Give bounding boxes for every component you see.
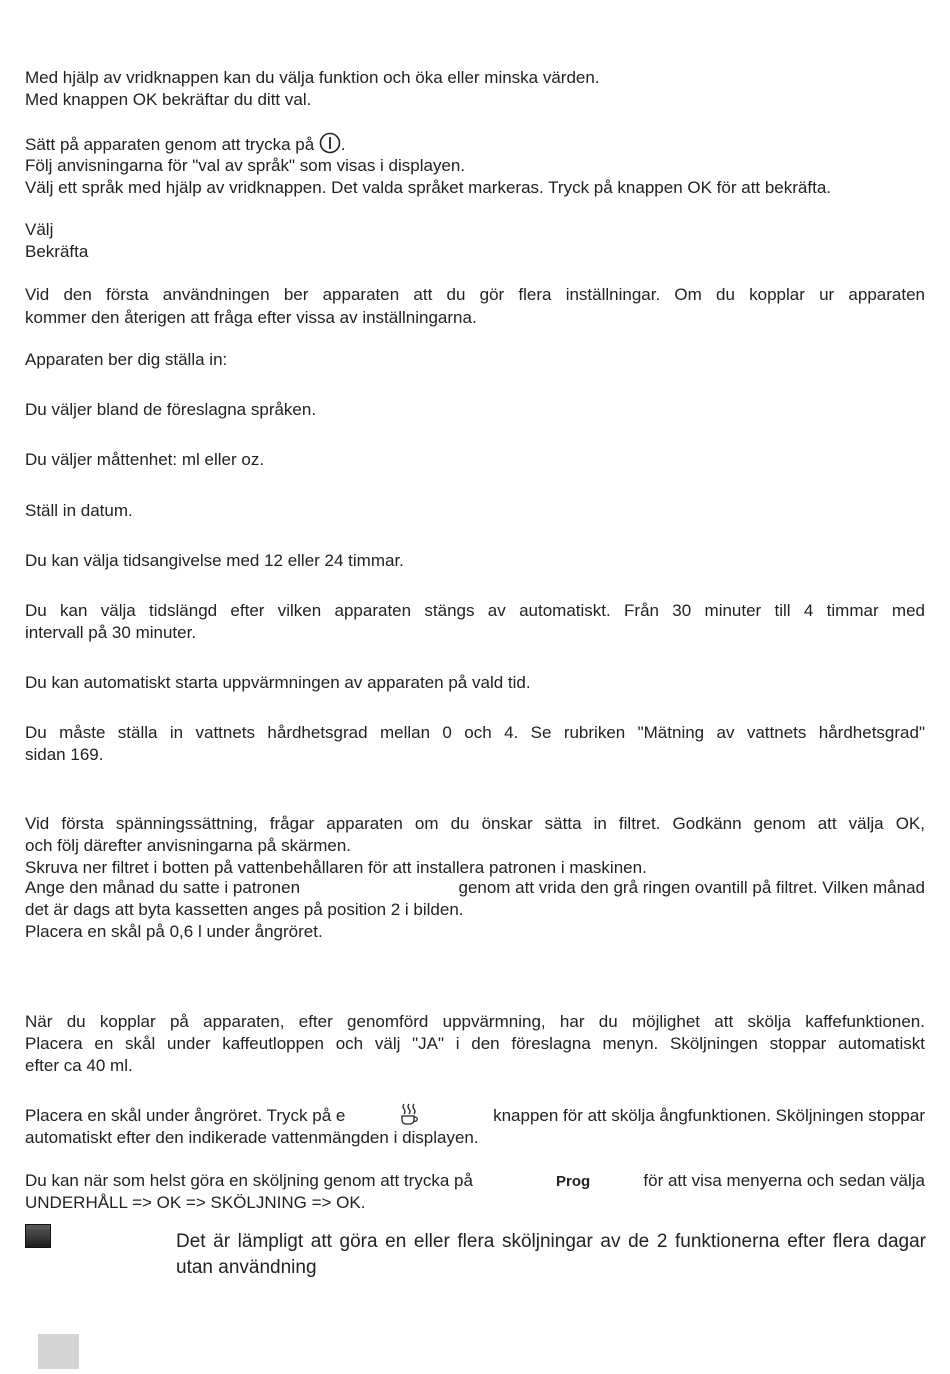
note-marker (25, 1224, 51, 1248)
text-line: Apparaten ber dig ställa in: (25, 350, 228, 369)
text-fragment: Sätt på apparaten genom att trycka på (25, 135, 315, 154)
text-fragment: för att visa menyerna och sedan välja (643, 1171, 925, 1190)
text-line: kommer den återigen att fråga efter vissa av inställningarna. (25, 308, 477, 327)
text-line: Du kan automatiskt starta uppvärmningen av apparaten på vald tid. (25, 673, 531, 692)
text-line: sidan 169. (25, 745, 104, 764)
note-text: utan användning (176, 1257, 317, 1278)
text-line: automatiskt efter den indikerade vattenmängden i displayen. (25, 1128, 479, 1147)
text-line: Bekräfta (25, 242, 89, 261)
text-line: UNDERHÅLL => OK => SKÖLJNING => OK. (25, 1193, 366, 1212)
text-line: Du väljer måttenhet: ml eller oz. (25, 450, 265, 469)
prog-button-label: Prog (556, 1173, 591, 1190)
text-line: Ställ in datum. (25, 501, 133, 520)
text-line: Skruva ner filtret i botten på vattenbehållaren för att installera patronen i maskinen. (25, 858, 647, 877)
text-line: Vid den första användningen ber apparaten att du gör flera inställningar. Om du kopplar ur apparaten (25, 285, 925, 304)
text-line: Du måste ställa in vattnets hårdhetsgrad mellan 0 och 4. Se rubriken "Mätning av vattnets hårdhetsgrad" (25, 723, 925, 742)
text-fragment: Placera en skål under ångröret. Tryck på e (25, 1106, 346, 1125)
text-line: efter ca 40 ml. (25, 1056, 133, 1075)
text-line: intervall på 30 minuter. (25, 623, 197, 642)
text-fragment: Ange den månad du satte i patronen (25, 878, 301, 897)
text-line: Välj ett språk med hjälp av vridknappen. Det valda språket markeras. Tryck på knappen OK för att bekräfta. (25, 178, 832, 197)
text-line: Vid första spänningssättning, frågar apparaten om du önskar sätta in filtret. Godkänn genom att välja OK, (25, 814, 925, 833)
note-text: Det är lämpligt att göra en eller flera sköljningar av de 2 funktionerna efter flera dagar (176, 1231, 926, 1252)
text-fragment: genom att vrida den grå ringen ovantill på filtret. Vilken månad (458, 878, 925, 897)
text-line: När du kopplar på apparaten, efter genomförd uppvärmning, har du möjlighet att skölja kaffefunktionen. (25, 1012, 925, 1031)
text-line: Välj (25, 220, 54, 239)
text-line: Följ anvisningarna för "val av språk" som visas i displayen. (25, 156, 466, 175)
text-line: det är dags att byta kassetten anges på position 2 i bilden. (25, 900, 464, 919)
text-fragment: . (340, 135, 346, 154)
text-line: Du kan välja tidsangivelse med 12 eller 24 timmar. (25, 551, 404, 570)
text-line: Med knappen OK bekräftar du ditt val. (25, 90, 312, 109)
text-line: Placera en skål under kaffeutloppen och välj "JA" i den föreslagna menyn. Sköljningen stoppar automatiskt (25, 1034, 925, 1053)
text-fragment: knappen för att skölja ångfunktionen. Sköljningen stoppar (493, 1106, 925, 1125)
text-line: och följ därefter anvisningarna på skärmen. (25, 836, 352, 855)
text-line: Du kan välja tidslängd efter vilken apparaten stängs av automatiskt. Från 30 minuter till 4 timmar med (25, 601, 925, 620)
page-number-box (38, 1334, 79, 1369)
text-fragment: Du kan när som helst göra en sköljning genom att trycka på (25, 1171, 473, 1190)
text-line: Du väljer bland de föreslagna språken. (25, 400, 317, 419)
text-line: Med hjälp av vridknappen kan du välja funktion och öka eller minska värden. (25, 68, 600, 87)
text-line: Placera en skål på 0,6 l under ångröret. (25, 922, 323, 941)
